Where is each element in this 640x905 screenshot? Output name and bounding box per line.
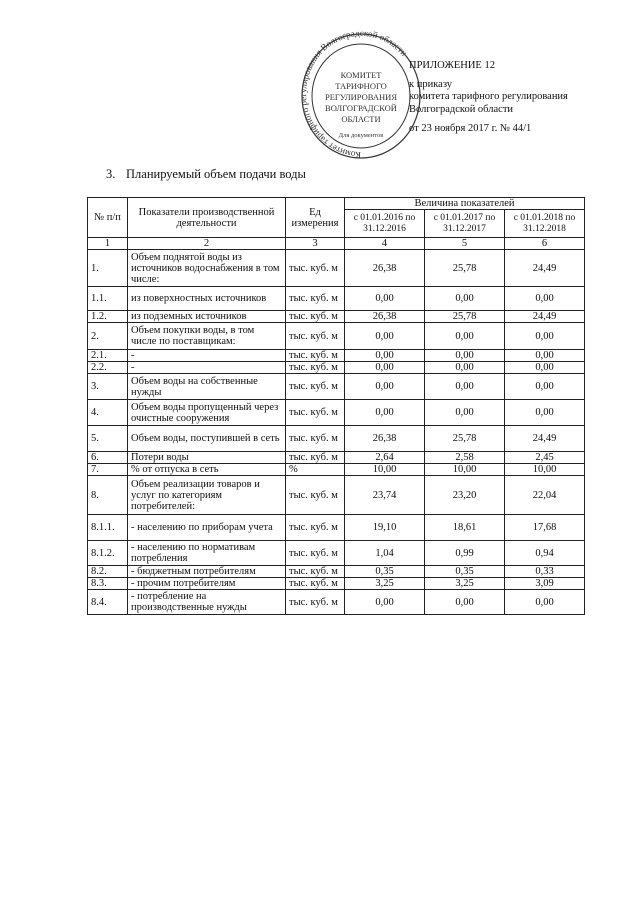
row-value-2016: 0,00 — [345, 350, 425, 362]
row-value-2018: 0,00 — [505, 400, 585, 426]
row-value-2017: 25,78 — [425, 311, 505, 323]
appendix-header — [409, 60, 568, 136]
row-value-2016: 10,00 — [345, 464, 425, 476]
row-unit: тыс. куб. м — [286, 350, 345, 362]
table-row — [88, 452, 585, 464]
col-number-1: 1 — [88, 238, 128, 250]
row-number: 7. — [88, 464, 128, 476]
row-indicator: Объем реализации товаров и услуг по категориям потребителей: — [128, 476, 286, 515]
order-line-1: к приказу — [409, 78, 452, 90]
stamp-line-4: ВОЛГОГРАДСКОЙ — [325, 103, 397, 113]
row-unit: тыс. куб. м — [286, 426, 345, 452]
row-value-2016: 0,35 — [345, 566, 425, 578]
row-indicator: - — [128, 362, 286, 374]
row-indicator: Потери воды — [128, 452, 286, 464]
section-number: 3. — [106, 167, 116, 181]
row-unit: тыс. куб. м — [286, 452, 345, 464]
row-value-2017: 0,00 — [425, 362, 505, 374]
col-number-3: 3 — [286, 238, 345, 250]
row-indicator: - населению по приборам учета — [128, 515, 286, 541]
water-supply-table — [87, 197, 585, 615]
row-value-2016: 0,00 — [345, 400, 425, 426]
header-values-group: Величина показателей — [345, 198, 585, 210]
table-row — [88, 590, 585, 615]
row-value-2016: 0,00 — [345, 323, 425, 350]
row-value-2018: 2,45 — [505, 452, 585, 464]
row-value-2016: 0,00 — [345, 590, 425, 615]
header-period-2016: с 01.01.2016 по 31.12.2016 — [345, 210, 425, 238]
row-value-2017: 23,20 — [425, 476, 505, 515]
table-row — [88, 350, 585, 362]
row-indicator: % от отпуска в сеть — [128, 464, 286, 476]
stamp-line-1: КОМИТЕТ — [340, 70, 382, 80]
row-value-2016: 1,04 — [345, 541, 425, 566]
table-row — [88, 362, 585, 374]
row-value-2016: 2,64 — [345, 452, 425, 464]
table-row — [88, 515, 585, 541]
stamp-line-2: ТАРИФНОГО — [335, 81, 387, 91]
row-indicator: - прочим потребителям — [128, 578, 286, 590]
row-unit: тыс. куб. м — [286, 578, 345, 590]
row-indicator: Объем поднятой воды из источников водоснабжения в том числе: — [128, 250, 286, 287]
row-unit: % — [286, 464, 345, 476]
row-value-2016: 0,00 — [345, 374, 425, 400]
row-value-2018: 0,00 — [505, 590, 585, 615]
row-value-2018: 0,94 — [505, 541, 585, 566]
row-number: 2. — [88, 323, 128, 350]
row-unit: тыс. куб. м — [286, 400, 345, 426]
row-number: 5. — [88, 426, 128, 452]
row-indicator: - потребление на производственные нужды — [128, 590, 286, 615]
table-row — [88, 476, 585, 515]
row-value-2016: 26,38 — [345, 426, 425, 452]
row-value-2016: 3,25 — [345, 578, 425, 590]
row-unit: тыс. куб. м — [286, 476, 345, 515]
row-value-2016: 0,00 — [345, 362, 425, 374]
header-period-2018: с 01.01.2018 по 31.12.2018 — [505, 210, 585, 238]
order-line-2: комитета тарифного регулирования — [409, 91, 568, 102]
row-value-2018: 24,49 — [505, 426, 585, 452]
header-indicator: Показатели производственной деятельности — [128, 198, 286, 238]
row-value-2016: 26,38 — [345, 250, 425, 287]
table-row — [88, 250, 585, 287]
stamp-line-5: ОБЛАСТИ — [341, 114, 381, 124]
row-unit: тыс. куб. м — [286, 590, 345, 615]
row-value-2017: 0,35 — [425, 566, 505, 578]
table-row — [88, 541, 585, 566]
table-row — [88, 464, 585, 476]
row-indicator: Объем покупки воды, в том числе по поставщикам: — [128, 323, 286, 350]
row-number: 8.2. — [88, 566, 128, 578]
header-num: № п/п — [88, 198, 128, 238]
row-number: 8.4. — [88, 590, 128, 615]
order-date: от 23 ноября 2017 г. № 44/1 — [409, 123, 532, 134]
row-unit: тыс. куб. м — [286, 362, 345, 374]
section-title — [106, 167, 306, 182]
row-value-2018: 3,09 — [505, 578, 585, 590]
row-value-2017: 3,25 — [425, 578, 505, 590]
row-value-2018: 0,00 — [505, 362, 585, 374]
row-number: 1.1. — [88, 287, 128, 311]
header-period-2017: с 01.01.2017 по 31.12.2017 — [425, 210, 505, 238]
row-unit: тыс. куб. м — [286, 323, 345, 350]
row-number: 2.2. — [88, 362, 128, 374]
row-number: 8. — [88, 476, 128, 515]
row-number: 6. — [88, 452, 128, 464]
row-value-2017: 0,00 — [425, 287, 505, 311]
row-value-2017: 2,58 — [425, 452, 505, 464]
row-number: 1. — [88, 250, 128, 287]
row-unit: тыс. куб. м — [286, 374, 345, 400]
row-value-2018: 0,00 — [505, 323, 585, 350]
col-number-2: 2 — [128, 238, 286, 250]
header-unit: Ед измерения — [286, 198, 345, 238]
row-value-2018: 24,49 — [505, 250, 585, 287]
row-value-2016: 26,38 — [345, 311, 425, 323]
row-value-2017: 0,00 — [425, 400, 505, 426]
table-row — [88, 426, 585, 452]
row-value-2018: 0,33 — [505, 566, 585, 578]
row-value-2017: 0,00 — [425, 323, 505, 350]
row-unit: тыс. куб. м — [286, 311, 345, 323]
section-title-text: Планируемый объем подачи воды — [126, 167, 306, 181]
col-number-5: 5 — [425, 238, 505, 250]
row-number: 8.1.1. — [88, 515, 128, 541]
row-value-2017: 0,00 — [425, 350, 505, 362]
row-value-2017: 25,78 — [425, 426, 505, 452]
stamp-ring-text: Комитет тарифного ирования Волгоградской области — [300, 30, 410, 161]
row-indicator: Объем воды пропущенный через очистные сооружения — [128, 400, 286, 426]
row-value-2016: 0,00 — [345, 287, 425, 311]
table-row — [88, 323, 585, 350]
row-value-2016: 19,10 — [345, 515, 425, 541]
row-value-2018: 22,04 — [505, 476, 585, 515]
row-value-2017: 25,78 — [425, 250, 505, 287]
table-row — [88, 400, 585, 426]
row-indicator: из подземных источников — [128, 311, 286, 323]
stamp-bottom-text: Для документов — [338, 132, 384, 139]
row-indicator: - — [128, 350, 286, 362]
row-value-2018: 17,68 — [505, 515, 585, 541]
row-indicator: из поверхностных источников — [128, 287, 286, 311]
row-unit: тыс. куб. м — [286, 541, 345, 566]
row-value-2018: 0,00 — [505, 350, 585, 362]
row-number: 2.1. — [88, 350, 128, 362]
row-value-2018: 0,00 — [505, 374, 585, 400]
row-number: 1.2. — [88, 311, 128, 323]
row-unit: тыс. куб. м — [286, 287, 345, 311]
row-indicator: Объем воды, поступившей в сеть — [128, 426, 286, 452]
row-unit: тыс. куб. м — [286, 515, 345, 541]
row-indicator: - бюджетным потребителям — [128, 566, 286, 578]
row-indicator: - населению по нормативам потребления — [128, 541, 286, 566]
row-value-2017: 0,99 — [425, 541, 505, 566]
col-number-4: 4 — [345, 238, 425, 250]
official-stamp — [300, 30, 422, 162]
stamp-line-3: РЕГУЛИРОВАНИЯ — [325, 92, 397, 102]
row-number: 3. — [88, 374, 128, 400]
row-indicator: Объем воды на собственные нужды — [128, 374, 286, 400]
table-row — [88, 311, 585, 323]
row-value-2018: 0,00 — [505, 287, 585, 311]
row-value-2017: 10,00 — [425, 464, 505, 476]
row-number: 8.3. — [88, 578, 128, 590]
row-value-2017: 18,61 — [425, 515, 505, 541]
row-value-2018: 24,49 — [505, 311, 585, 323]
col-number-6: 6 — [505, 238, 585, 250]
row-unit: тыс. куб. м — [286, 250, 345, 287]
row-number: 4. — [88, 400, 128, 426]
row-value-2017: 0,00 — [425, 590, 505, 615]
table-row — [88, 566, 585, 578]
table-row — [88, 374, 585, 400]
table-row — [88, 578, 585, 590]
row-value-2017: 0,00 — [425, 374, 505, 400]
order-line-3: Волгоградской области — [409, 103, 514, 115]
row-value-2018: 10,00 — [505, 464, 585, 476]
row-unit: тыс. куб. м — [286, 566, 345, 578]
row-value-2016: 23,74 — [345, 476, 425, 515]
row-number: 8.1.2. — [88, 541, 128, 566]
table-row — [88, 287, 585, 311]
appendix-title: ПРИЛОЖЕНИЕ 12 — [409, 60, 495, 71]
